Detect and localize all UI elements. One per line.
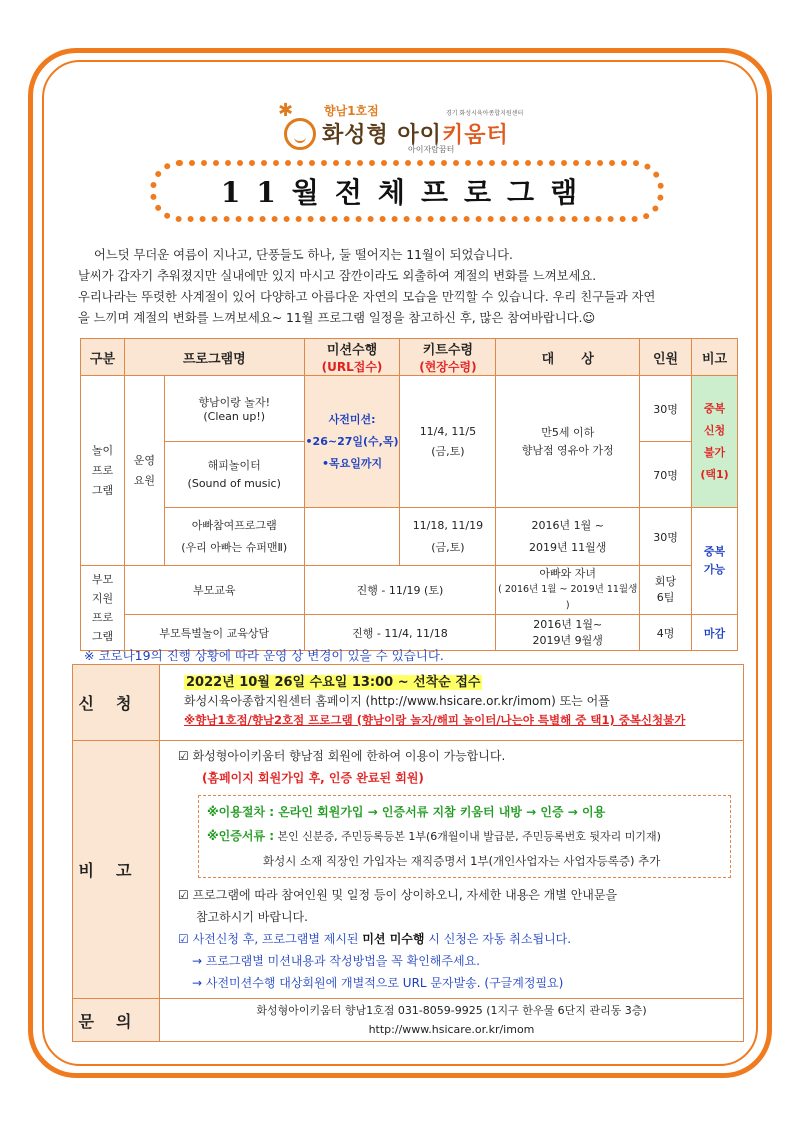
parent-target-2 [496, 615, 640, 651]
kit-cell-3 [400, 508, 496, 566]
remark-5: 화성시 소재 직장인 가입자는 재직증명서 1부(개인사업자는 사업자등록증) 추가 [263, 854, 661, 868]
program-table [80, 338, 738, 651]
target-3-b: 2019년 11월생 [529, 540, 607, 554]
mission-cell-empty [304, 508, 400, 566]
parent-people-1-b: 6팀 [656, 591, 675, 604]
apply-content [160, 665, 744, 741]
table-row [81, 566, 738, 615]
remark-4 [207, 824, 722, 849]
operate-label: 운영 요원 [124, 376, 164, 566]
header-kit [400, 339, 496, 376]
note-1-b: 신청 [703, 423, 726, 437]
smile-face-icon [284, 118, 316, 150]
target-3-a: 2016년 1월 ~ [531, 518, 604, 532]
parent-target-1 [496, 566, 640, 615]
table-row [81, 508, 738, 566]
header-target: 대 상 [496, 339, 640, 376]
remark-8-c: 시 신청은 자동 취소됩니다. [424, 932, 572, 946]
intro-line-3: 우리나라는 뚜렷한 사계절이 있어 다양하고 아름다운 자연의 모습을 만끽할 수 있습니다. 우리 친구들과 자연 [78, 290, 656, 304]
kit-3-day: (금,토) [431, 540, 465, 554]
program-1-sub: (Clean up!) [203, 410, 266, 423]
intro-line-2: 날씨가 갑자기 추워졌지만 실내에만 있지 마시고 잠깐이라도 외출하여 계절의 변화를 느껴보세요. [78, 269, 597, 283]
logo-sub: 아이자람꿈터 [408, 145, 455, 154]
remark-2: (홈페이지 회원가입 후, 인증 완료된 회원) [202, 771, 424, 785]
remark-8-b: 미션 미수행 [362, 932, 425, 946]
apply-date: 2022년 10월 26일 수요일 13:00 ~ 선착순 접수 [186, 675, 481, 690]
remark-3: ※이용절차 : 온라인 회원가입 → 인증서류 지참 키움터 내방 → 인증 → 이용 [207, 805, 606, 819]
remark-7: 참고하시기 바랍니다. [196, 910, 308, 924]
star-icon: ✱ [278, 100, 294, 121]
remarks-content [160, 741, 744, 999]
note-cell-1 [692, 376, 738, 508]
note-1-c: 불가 [703, 445, 726, 459]
info-table [72, 664, 744, 1042]
contact-content [160, 999, 744, 1042]
apply-row [73, 665, 744, 741]
target-1-a: 만5세 이하 [541, 425, 595, 439]
parent-program-1: 부모교육 [124, 566, 304, 615]
parent-target-1-a: 아빠와 자녀 [539, 567, 597, 580]
mission-cell [304, 376, 400, 508]
target-cell-3 [496, 508, 640, 566]
people-2: 70명 [640, 442, 692, 508]
header-people: 인원 [640, 339, 692, 376]
remark-4-text: 본인 신분증, 주민등록등본 1부(6개월이내 발급분, 주민등록번호 뒷자리 미기재) [274, 830, 661, 843]
kit-1-date: 11/4, 11/5 [419, 424, 477, 438]
parent-progress-1: 진행 - 11/19 (토) [304, 566, 496, 615]
contact-label: 문의 [73, 999, 160, 1042]
note-1-d: (택1) [700, 467, 729, 481]
contact-row [73, 999, 744, 1042]
note-2-b: 가능 [703, 563, 726, 576]
program-1 [164, 376, 304, 442]
mission-line-2: •26~27일(수,목) [305, 434, 399, 448]
contact-url[interactable]: http://www.hsicare.or.kr/imom [368, 1023, 535, 1036]
mission-line-1: 사전미션: [328, 412, 376, 426]
apply-line-2: 화성시육아종합지원센터 홈페이지 (http://www.hsicare.or.kr/imom) 또는 어플 [184, 694, 610, 708]
apply-label: 신청 [73, 665, 160, 741]
header-kit-sub: (현장수령) [419, 360, 477, 374]
parent-people-1-a: 회당 [654, 575, 677, 588]
play-label: 놀이 프로 그램 [81, 376, 125, 566]
parent-progress-2: 진행 - 11/4, 11/18 [304, 615, 496, 651]
page-title: 11월전체프로그램 [220, 176, 594, 209]
program-3-name: 아빠참여프로그램 [191, 518, 277, 532]
parent-note-2: 마감 [692, 615, 738, 651]
remarks-row [73, 741, 744, 999]
mission-line-3: •목요일까지 [321, 456, 383, 470]
program-3-sub: (우리 아빠는 슈퍼맨Ⅱ) [181, 540, 288, 554]
table-row [81, 376, 738, 442]
parent-target-2-b: 2019년 9월생 [532, 633, 603, 647]
parent-program-2: 부모특별놀이 교육상담 [124, 615, 304, 651]
parent-people-2: 4명 [640, 615, 692, 651]
program-1-name: 향남이랑 놀자! [198, 396, 271, 409]
header-mission [304, 339, 400, 376]
remark-8-a: ☑ 사전신청 후, 프로그램별 제시된 [178, 932, 363, 946]
header-program: 프로그램명 [124, 339, 304, 376]
apply-line-3: ※향남1호점/향남2호점 프로그램 (향남이랑 놀자/해피 놀이터/나는야 특별해 중 택1) 중복신청불가 [184, 713, 686, 727]
parent-target-2-a: 2016년 1월~ [533, 617, 603, 631]
table-header-row [81, 339, 738, 376]
procedure-box [198, 795, 731, 878]
header-note: 비고 [692, 339, 738, 376]
logo [276, 98, 536, 158]
note-1-a: 중복 [703, 401, 726, 415]
remark-8 [178, 928, 743, 950]
logo-main-a: 화성형 [322, 123, 398, 148]
logo-branch: 향남1호점 [324, 104, 379, 118]
intro-line-1: 어느덧 무더운 여름이 지나고, 단풍들도 하나, 둘 떨어지는 11월이 되었습니다. [94, 248, 513, 262]
logo-org: 경기 화성시육아종합지원센터 [446, 110, 524, 117]
parent-target-1-b: ( 2016년 1월 ~ 2019년 11월생 ) [498, 584, 638, 611]
title-box [150, 160, 664, 222]
header-mission-sub: (URL접수) [321, 360, 383, 374]
covid-note: ※ 코로나19의 진행 상황에 따라 운영 상 변경이 있을 수 있습니다. [84, 648, 444, 663]
intro-text [78, 245, 738, 329]
intro-line-4: 을 느끼며 계절의 변화를 느껴보세요~ 11월 프로그램 일정을 참고하신 후, 많은 참여바랍니다.☺ [78, 311, 596, 325]
program-2-name: 해피놀이터 [207, 458, 261, 472]
kit-cell-1 [400, 376, 496, 508]
people-1: 30명 [640, 376, 692, 442]
kit-3-date: 11/18, 11/19 [412, 518, 484, 532]
contact-line-1: 화성형아이키움터 향남1호점 031-8059-9925 (1지구 한우물 6단지 관리동 3층) [256, 1004, 647, 1017]
logo-main-c: 키움터 [441, 123, 509, 148]
parent-label: 부모 지원 프로 그램 [81, 566, 125, 651]
remark-10: → 사전미션수행 대상회원에 개별적으로 URL 문자발송. (구글계정필요) [192, 976, 564, 990]
header-category: 구분 [81, 339, 125, 376]
program-2 [164, 442, 304, 508]
target-1-b: 향남점 영유아 가정 [521, 443, 614, 457]
header-mission-main: 미션수행 [326, 343, 378, 358]
remark-1: ☑ 화성형아이키움터 향남점 회원에 한하여 이용이 가능합니다. [178, 749, 506, 763]
program-2-sub: (Sound of music) [187, 476, 281, 490]
remark-9: → 프로그램별 미션내용과 작성방법을 꼭 확인해주세요. [192, 954, 480, 968]
parent-people-1 [640, 566, 692, 615]
program-3 [164, 508, 304, 566]
header-kit-main: 키트수령 [422, 343, 473, 358]
remarks-label: 비고 [73, 741, 160, 999]
note-2-a: 중복 [703, 545, 726, 558]
logo-main-b: 아이 [397, 123, 442, 148]
remark-6: ☑ 프로그램에 따라 참여인원 및 일정 등이 상이하오니, 자세한 내용은 개별 안내문을 [178, 888, 618, 902]
kit-1-day: (금,토) [431, 444, 465, 458]
note-cell-2 [692, 508, 738, 615]
target-cell-1 [496, 376, 640, 508]
remark-4-label: ※인증서류 : [207, 829, 275, 843]
people-3: 30명 [640, 508, 692, 566]
